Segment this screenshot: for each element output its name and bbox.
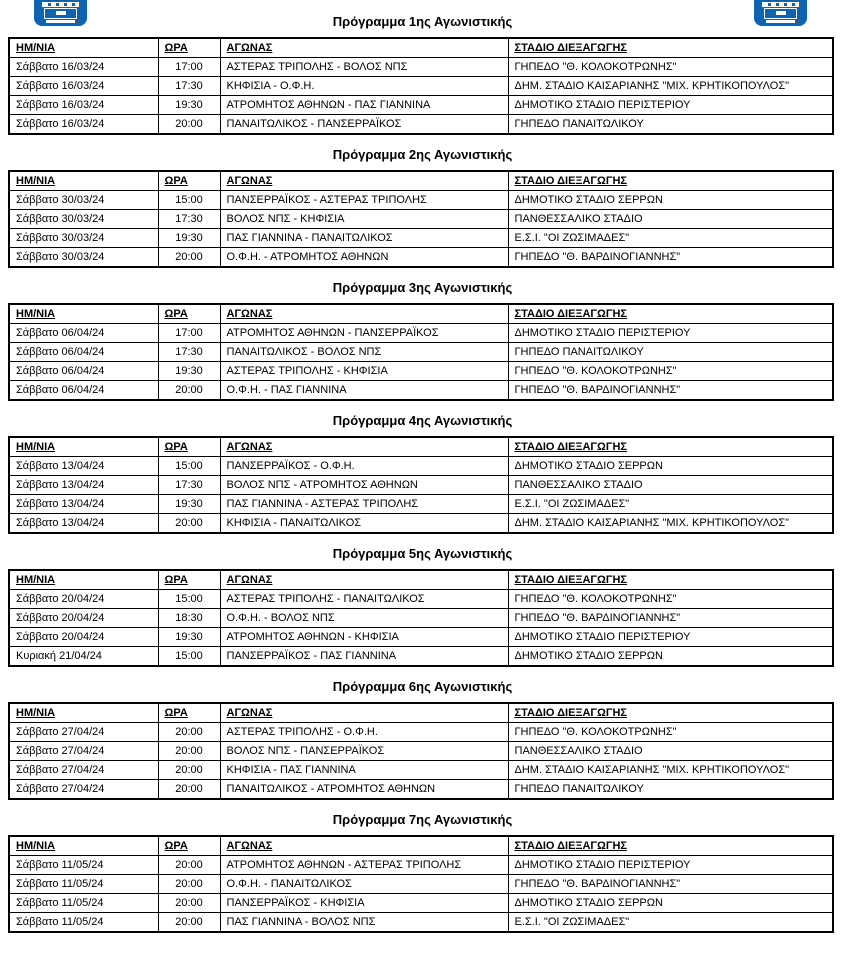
match-row [9,210,833,229]
matchday-section [0,281,845,402]
match-cell: ΠΑΝΑΙΤΩΛΙΚΟΣ - ΠΑΝΣΕΡΡΑΪΚΟΣ [220,115,508,135]
col-header-time: ΩΡΑ [158,703,220,723]
col-header-time: ΩΡΑ [158,570,220,590]
match-cell: ΑΤΡΟΜΗΤΟΣ ΑΘΗΝΩΝ - ΚΗΦΙΣΙΑ [220,628,508,647]
date-cell: Σάββατο 30/03/24 [9,210,158,229]
col-header-date: ΗΜ/ΝΙΑ [9,38,158,58]
date-cell: Σάββατο 11/05/24 [9,856,158,875]
time-cell: 17:30 [158,343,220,362]
stadium-cell: Ε.Σ.Ι. "ΟΙ ΖΩΣΙΜΑΔΕΣ" [508,229,833,248]
time-cell: 20:00 [158,514,220,534]
match-row [9,58,833,77]
stadium-cell: ΓΗΠΕΔΟ ΠΑΝΑΙΤΩΛΙΚΟΥ [508,343,833,362]
match-cell: ΠΑΣ ΓΙΑΝΝΙΝΑ - ΑΣΤΕΡΑΣ ΤΡΙΠΟΛΗΣ [220,495,508,514]
time-cell: 19:30 [158,96,220,115]
time-cell: 17:30 [158,476,220,495]
col-header-match: ΑΓΩΝΑΣ [220,304,508,324]
stadium-cell: ΔΗΜΟΤΙΚΟ ΣΤΑΔΙΟ ΣΕΡΡΩΝ [508,647,833,667]
schedule-table [8,37,834,135]
col-header-stadium: ΣΤΑΔΙΟ ΔΙΕΞΑΓΩΓΗΣ [508,304,833,324]
match-cell: Ο.Φ.Η. - ΑΤΡΟΜΗΤΟΣ ΑΘΗΝΩΝ [220,248,508,268]
stadium-cell: Ε.Σ.Ι. "ΟΙ ΖΩΣΙΜΑΔΕΣ" [508,495,833,514]
match-cell: ΑΤΡΟΜΗΤΟΣ ΑΘΗΝΩΝ - ΠΑΝΣΕΡΡΑΪΚΟΣ [220,324,508,343]
date-cell: Σάββατο 16/03/24 [9,96,158,115]
date-cell: Σάββατο 11/05/24 [9,875,158,894]
logo-top-band [762,2,799,7]
logo-top-band [42,2,79,7]
header-row [9,171,833,191]
col-header-stadium: ΣΤΑΔΙΟ ΔΙΕΞΑΓΩΓΗΣ [508,836,833,856]
time-cell: 17:00 [158,324,220,343]
col-header-match: ΑΓΩΝΑΣ [220,570,508,590]
date-cell: Σάββατο 13/04/24 [9,457,158,476]
date-cell: Σάββατο 13/04/24 [9,495,158,514]
match-row [9,96,833,115]
col-header-stadium: ΣΤΑΔΙΟ ΔΙΕΞΑΓΩΓΗΣ [508,570,833,590]
match-cell: ΠΑΣ ΓΙΑΝΝΙΝΑ - ΠΑΝΑΙΤΩΛΙΚΟΣ [220,229,508,248]
matchday-title: Πρόγραμμα 7ης Αγωνιστικής [332,812,513,827]
header-row [9,304,833,324]
time-cell: 17:30 [158,77,220,96]
col-header-time: ΩΡΑ [158,171,220,191]
match-row [9,742,833,761]
date-cell: Σάββατο 13/04/24 [9,476,158,495]
schedule-table [8,436,834,534]
match-cell: ΒΟΛΟΣ ΝΠΣ - ΑΤΡΟΜΗΤΟΣ ΑΘΗΝΩΝ [220,476,508,495]
stadium-cell: ΓΗΠΕΔΟ "Θ. ΒΑΡΔΙΝΟΓΙΑΝΝΗΣ" [508,609,833,628]
time-cell: 20:00 [158,894,220,913]
match-row [9,476,833,495]
time-cell: 17:30 [158,210,220,229]
match-row [9,723,833,742]
stadium-cell: ΓΗΠΕΔΟ "Θ. ΒΑΡΔΙΝΟΓΙΑΝΝΗΣ" [508,248,833,268]
date-cell: Σάββατο 16/03/24 [9,115,158,135]
time-cell: 15:00 [158,647,220,667]
match-row [9,913,833,933]
match-row [9,229,833,248]
match-row [9,324,833,343]
schedule-table [8,702,834,800]
date-cell: Σάββατο 13/04/24 [9,514,158,534]
time-cell: 20:00 [158,780,220,800]
league-logo-right-icon [754,0,807,26]
time-cell: 15:00 [158,457,220,476]
time-cell: 20:00 [158,248,220,268]
match-row [9,609,833,628]
time-cell: 20:00 [158,723,220,742]
header-row [9,437,833,457]
match-cell: ΒΟΛΟΣ ΝΠΣ - ΠΑΝΣΕΡΡΑΪΚΟΣ [220,742,508,761]
match-cell: Ο.Φ.Η. - ΠΑΣ ΓΙΑΝΝΙΝΑ [220,381,508,401]
stadium-cell: ΠΑΝΘΕΣΣΑΛΙΚΟ ΣΤΑΔΙΟ [508,476,833,495]
schedule-table [8,835,834,933]
col-header-stadium: ΣΤΑΔΙΟ ΔΙΕΞΑΓΩΓΗΣ [508,171,833,191]
matchday-section [0,680,845,801]
logo-bottom-band [46,20,75,23]
time-cell: 17:00 [158,58,220,77]
stadium-cell: ΠΑΝΘΕΣΣΑΛΙΚΟ ΣΤΑΔΙΟ [508,742,833,761]
match-row [9,381,833,401]
header-row [9,703,833,723]
stadium-cell: ΔΗΜΟΤΙΚΟ ΣΤΑΔΙΟ ΣΕΡΡΩΝ [508,457,833,476]
date-cell: Σάββατο 30/03/24 [9,248,158,268]
stadium-cell: ΓΗΠΕΔΟ "Θ. ΒΑΡΔΙΝΟΓΙΑΝΝΗΣ" [508,381,833,401]
date-cell: Σάββατο 16/03/24 [9,77,158,96]
match-row [9,457,833,476]
matchday-title: Πρόγραμμα 1ης Αγωνιστικής [332,14,513,29]
stadium-cell: ΠΑΝΘΕΣΣΑΛΙΚΟ ΣΤΑΔΙΟ [508,210,833,229]
date-cell: Σάββατο 06/04/24 [9,362,158,381]
match-row [9,362,833,381]
match-row [9,77,833,96]
stadium-cell: ΔΗΜ. ΣΤΑΔΙΟ ΚΑΙΣΑΡΙΑΝΗΣ "ΜΙΧ. ΚΡΗΤΙΚΟΠΟΥΛΟΣ" [508,77,833,96]
stadium-cell: ΓΗΠΕΔΟ "Θ. ΚΟΛΟΚΟΤΡΩΝΗΣ" [508,590,833,609]
date-cell: Σάββατο 11/05/24 [9,913,158,933]
date-cell: Σάββατο 27/04/24 [9,723,158,742]
time-cell: 18:30 [158,609,220,628]
stadium-cell: ΔΗΜΟΤΙΚΟ ΣΤΑΔΙΟ ΣΕΡΡΩΝ [508,894,833,913]
matchday-title: Πρόγραμμα 4ης Αγωνιστικής [332,413,513,428]
match-row [9,115,833,135]
date-cell: Σάββατο 06/04/24 [9,381,158,401]
matchday-section [0,813,845,934]
time-cell: 20:00 [158,875,220,894]
col-header-date: ΗΜ/ΝΙΑ [9,171,158,191]
stadium-cell: ΔΗΜ. ΣΤΑΔΙΟ ΚΑΙΣΑΡΙΑΝΗΣ "ΜΙΧ. ΚΡΗΤΙΚΟΠΟΥΛΟΣ" [508,514,833,534]
col-header-time: ΩΡΑ [158,38,220,58]
match-cell: ΠΑΝΣΕΡΡΑΪΚΟΣ - ΠΑΣ ΓΙΑΝΝΙΝΑ [220,647,508,667]
date-cell: Κυριακή 21/04/24 [9,647,158,667]
time-cell: 20:00 [158,742,220,761]
match-row [9,628,833,647]
match-cell: ΠΑΝΑΙΤΩΛΙΚΟΣ - ΒΟΛΟΣ ΝΠΣ [220,343,508,362]
matchday-section [0,414,845,535]
col-header-date: ΗΜ/ΝΙΑ [9,304,158,324]
time-cell: 20:00 [158,115,220,135]
header-row [9,836,833,856]
match-cell: ΚΗΦΙΣΙΑ - ΠΑΝΑΙΤΩΛΙΚΟΣ [220,514,508,534]
schedule-table [8,170,834,268]
match-row [9,514,833,534]
match-cell: ΑΣΤΕΡΑΣ ΤΡΙΠΟΛΗΣ - ΚΗΦΙΣΙΑ [220,362,508,381]
match-cell: Ο.Φ.Η. - ΒΟΛΟΣ ΝΠΣ [220,609,508,628]
time-cell: 20:00 [158,381,220,401]
match-cell: ΒΟΛΟΣ ΝΠΣ - ΚΗΦΙΣΙΑ [220,210,508,229]
match-row [9,248,833,268]
col-header-date: ΗΜ/ΝΙΑ [9,570,158,590]
match-cell: ΑΤΡΟΜΗΤΟΣ ΑΘΗΝΩΝ - ΠΑΣ ΓΙΑΝΝΙΝΑ [220,96,508,115]
time-cell: 15:00 [158,191,220,210]
matchday-title: Πρόγραμμα 2ης Αγωνιστικής [332,147,513,162]
stadium-cell: Ε.Σ.Ι. "ΟΙ ΖΩΣΙΜΑΔΕΣ" [508,913,833,933]
date-cell: Σάββατο 06/04/24 [9,324,158,343]
time-cell: 19:30 [158,495,220,514]
date-cell: Σάββατο 30/03/24 [9,229,158,248]
stadium-cell: ΓΗΠΕΔΟ ΠΑΝΑΙΤΩΛΙΚΟΥ [508,115,833,135]
match-cell: ΑΣΤΕΡΑΣ ΤΡΙΠΟΛΗΣ - Ο.Φ.Η. [220,723,508,742]
stadium-cell: ΔΗΜΟΤΙΚΟ ΣΤΑΔΙΟ ΠΕΡΙΣΤΕΡΙΟΥ [508,856,833,875]
time-cell: 19:30 [158,362,220,381]
col-header-stadium: ΣΤΑΔΙΟ ΔΙΕΞΑΓΩΓΗΣ [508,437,833,457]
col-header-date: ΗΜ/ΝΙΑ [9,437,158,457]
header-row [9,38,833,58]
stadium-cell: ΓΗΠΕΔΟ "Θ. ΚΟΛΟΚΟΤΡΩΝΗΣ" [508,58,833,77]
col-header-stadium: ΣΤΑΔΙΟ ΔΙΕΞΑΓΩΓΗΣ [508,703,833,723]
date-cell: Σάββατο 30/03/24 [9,191,158,210]
match-cell: ΠΑΝΣΕΡΡΑΪΚΟΣ - ΚΗΦΙΣΙΑ [220,894,508,913]
stadium-cell: ΓΗΠΕΔΟ "Θ. ΚΟΛΟΚΟΤΡΩΝΗΣ" [508,723,833,742]
date-cell: Σάββατο 27/04/24 [9,742,158,761]
logo-bottom-band [766,20,795,23]
match-cell: ΚΗΦΙΣΙΑ - ΠΑΣ ΓΙΑΝΝΙΝΑ [220,761,508,780]
match-cell: ΑΣΤΕΡΑΣ ΤΡΙΠΟΛΗΣ - ΠΑΝΑΙΤΩΛΙΚΟΣ [220,590,508,609]
col-header-match: ΑΓΩΝΑΣ [220,703,508,723]
match-cell: ΠΑΝΣΕΡΡΑΪΚΟΣ - ΑΣΤΕΡΑΣ ΤΡΙΠΟΛΗΣ [220,191,508,210]
col-header-date: ΗΜ/ΝΙΑ [9,836,158,856]
date-cell: Σάββατο 11/05/24 [9,894,158,913]
schedule-table [8,569,834,667]
time-cell: 20:00 [158,856,220,875]
match-row [9,894,833,913]
col-header-match: ΑΓΩΝΑΣ [220,38,508,58]
match-row [9,780,833,800]
date-cell: Σάββατο 06/04/24 [9,343,158,362]
matchday-title: Πρόγραμμα 6ης Αγωνιστικής [332,679,513,694]
match-cell: ΑΣΤΕΡΑΣ ΤΡΙΠΟΛΗΣ - ΒΟΛΟΣ ΝΠΣ [220,58,508,77]
match-cell: ΚΗΦΙΣΙΑ - Ο.Φ.Η. [220,77,508,96]
stadium-cell: ΓΗΠΕΔΟ "Θ. ΚΟΛΟΚΟΤΡΩΝΗΣ" [508,362,833,381]
date-cell: Σάββατο 20/04/24 [9,590,158,609]
col-header-match: ΑΓΩΝΑΣ [220,437,508,457]
match-row [9,495,833,514]
stadium-cell: ΔΗΜΟΤΙΚΟ ΣΤΑΔΙΟ ΠΕΡΙΣΤΕΡΙΟΥ [508,628,833,647]
matchday-title: Πρόγραμμα 3ης Αγωνιστικής [332,280,513,295]
logo-goal-shape [764,8,797,19]
match-row [9,761,833,780]
match-row [9,647,833,667]
date-cell: Σάββατο 27/04/24 [9,780,158,800]
time-cell: 19:30 [158,229,220,248]
match-row [9,856,833,875]
matchday-section [0,547,845,668]
date-cell: Σάββατο 20/04/24 [9,628,158,647]
match-cell: ΑΤΡΟΜΗΤΟΣ ΑΘΗΝΩΝ - ΑΣΤΕΡΑΣ ΤΡΙΠΟΛΗΣ [220,856,508,875]
match-row [9,590,833,609]
time-cell: 20:00 [158,913,220,933]
stadium-cell: ΓΗΠΕΔΟ ΠΑΝΑΙΤΩΛΙΚΟΥ [508,780,833,800]
schedule-table [8,303,834,401]
col-header-stadium: ΣΤΑΔΙΟ ΔΙΕΞΑΓΩΓΗΣ [508,38,833,58]
date-cell: Σάββατο 27/04/24 [9,761,158,780]
matchday-title: Πρόγραμμα 5ης Αγωνιστικής [332,546,513,561]
col-header-match: ΑΓΩΝΑΣ [220,836,508,856]
stadium-cell: ΔΗΜΟΤΙΚΟ ΣΤΑΔΙΟ ΠΕΡΙΣΤΕΡΙΟΥ [508,324,833,343]
match-cell: ΠΑΣ ΓΙΑΝΝΙΝΑ - ΒΟΛΟΣ ΝΠΣ [220,913,508,933]
time-cell: 20:00 [158,761,220,780]
stadium-cell: ΔΗΜΟΤΙΚΟ ΣΤΑΔΙΟ ΣΕΡΡΩΝ [508,191,833,210]
match-row [9,191,833,210]
date-cell: Σάββατο 20/04/24 [9,609,158,628]
date-cell: Σάββατο 16/03/24 [9,58,158,77]
time-cell: 15:00 [158,590,220,609]
match-cell: Ο.Φ.Η. - ΠΑΝΑΙΤΩΛΙΚΟΣ [220,875,508,894]
time-cell: 19:30 [158,628,220,647]
col-header-time: ΩΡΑ [158,437,220,457]
matchday-section [0,148,845,269]
league-logo-left-icon [34,0,87,26]
matchday-section [0,15,845,136]
match-row [9,875,833,894]
match-cell: ΠΑΝΣΕΡΡΑΪΚΟΣ - Ο.Φ.Η. [220,457,508,476]
header-row [9,570,833,590]
col-header-time: ΩΡΑ [158,836,220,856]
logo-goal-shape [44,8,77,19]
stadium-cell: ΓΗΠΕΔΟ "Θ. ΒΑΡΔΙΝΟΓΙΑΝΝΗΣ" [508,875,833,894]
stadium-cell: ΔΗΜ. ΣΤΑΔΙΟ ΚΑΙΣΑΡΙΑΝΗΣ "ΜΙΧ. ΚΡΗΤΙΚΟΠΟΥΛΟΣ" [508,761,833,780]
match-cell: ΠΑΝΑΙΤΩΛΙΚΟΣ - ΑΤΡΟΜΗΤΟΣ ΑΘΗΝΩΝ [220,780,508,800]
col-header-match: ΑΓΩΝΑΣ [220,171,508,191]
match-row [9,343,833,362]
stadium-cell: ΔΗΜΟΤΙΚΟ ΣΤΑΔΙΟ ΠΕΡΙΣΤΕΡΙΟΥ [508,96,833,115]
col-header-time: ΩΡΑ [158,304,220,324]
col-header-date: ΗΜ/ΝΙΑ [9,703,158,723]
